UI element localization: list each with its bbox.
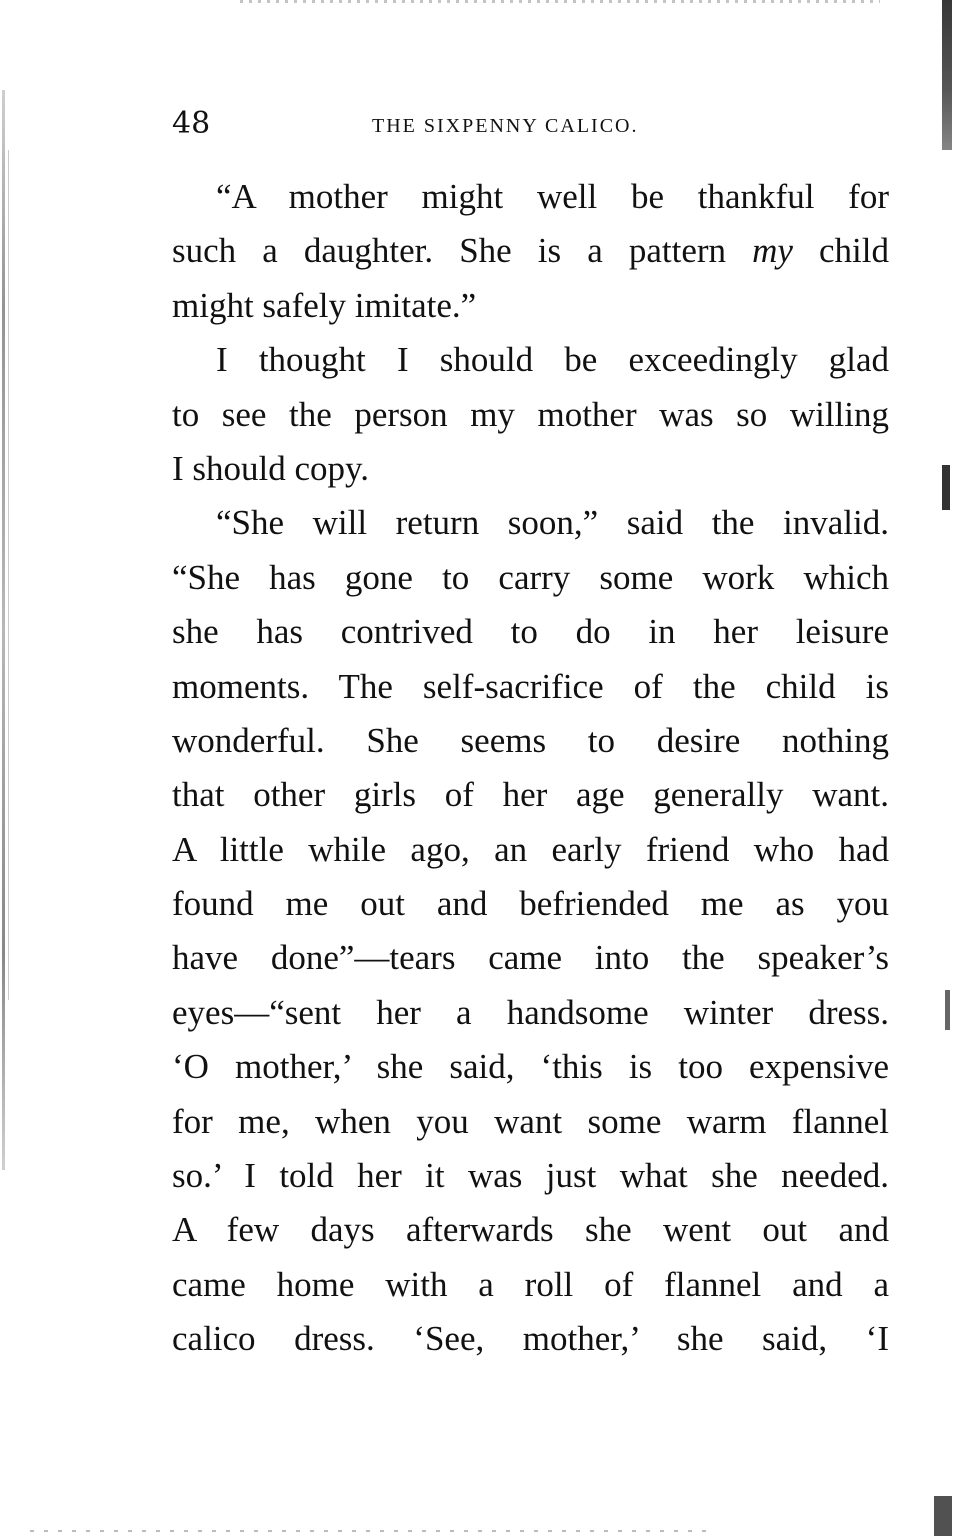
text-line: came home with a roll of flannel and a [172, 1264, 889, 1304]
text-line: might safely imitate.” [172, 285, 477, 325]
text-line: ‘O mother,’ she said, ‘this is too expensive [172, 1047, 889, 1087]
scan-artifact-bottom [30, 1530, 710, 1532]
scan-artifact-right-corner [934, 1496, 952, 1536]
scan-artifact-left-edge [2, 90, 5, 1170]
text-line: so.’ I told her it was just what she needed. [172, 1156, 889, 1196]
body-text [172, 170, 889, 1367]
text-line: A few days afterwards she went out and [172, 1210, 889, 1250]
page-number: 48 [172, 106, 211, 141]
scan-artifact-right-mark [942, 465, 950, 510]
scan-artifact-right-edge [942, 0, 952, 150]
text-line: eyes—“sent her a handsome winter dress. [172, 992, 889, 1032]
running-title: THE SIXPENNY CALICO. [372, 115, 639, 137]
scan-artifact-top [240, 0, 880, 3]
text-line: to see the person my mother was so willing [172, 394, 889, 434]
text-line: “She will return soon,” said the invalid. [216, 503, 889, 543]
text-line: have done”—tears came into the speaker’s [172, 938, 889, 978]
text-line: for me, when you want some warm flannel [172, 1101, 889, 1141]
emphasis-word: my [752, 231, 793, 271]
scan-artifact-right-mark [945, 990, 950, 1030]
text-line: I should copy. [172, 448, 370, 488]
text-line: found me out and befriended me as you [172, 884, 889, 924]
text-line: that other girls of her age generally want. [172, 775, 889, 815]
text-line: wonderful. She seems to desire nothing [172, 720, 889, 760]
text-line: calico dress. ‘See, mother,’ she said, ‘I [172, 1319, 889, 1359]
text-line: “She has gone to carry some work which [172, 557, 889, 597]
running-head [172, 106, 892, 146]
text-line: moments. The self-sacrifice of the child is [172, 666, 889, 706]
text-line: such a daughter. She is a pattern my child [172, 231, 889, 271]
text-line: “A mother might well be thankful for [216, 177, 889, 216]
text-line: A little while ago, an early friend who had [172, 829, 889, 869]
scan-artifact-left-line [8, 150, 9, 1000]
text-line: I thought I should be exceedingly glad [216, 340, 889, 380]
text-line: she has contrived to do in her leisure [172, 612, 889, 652]
